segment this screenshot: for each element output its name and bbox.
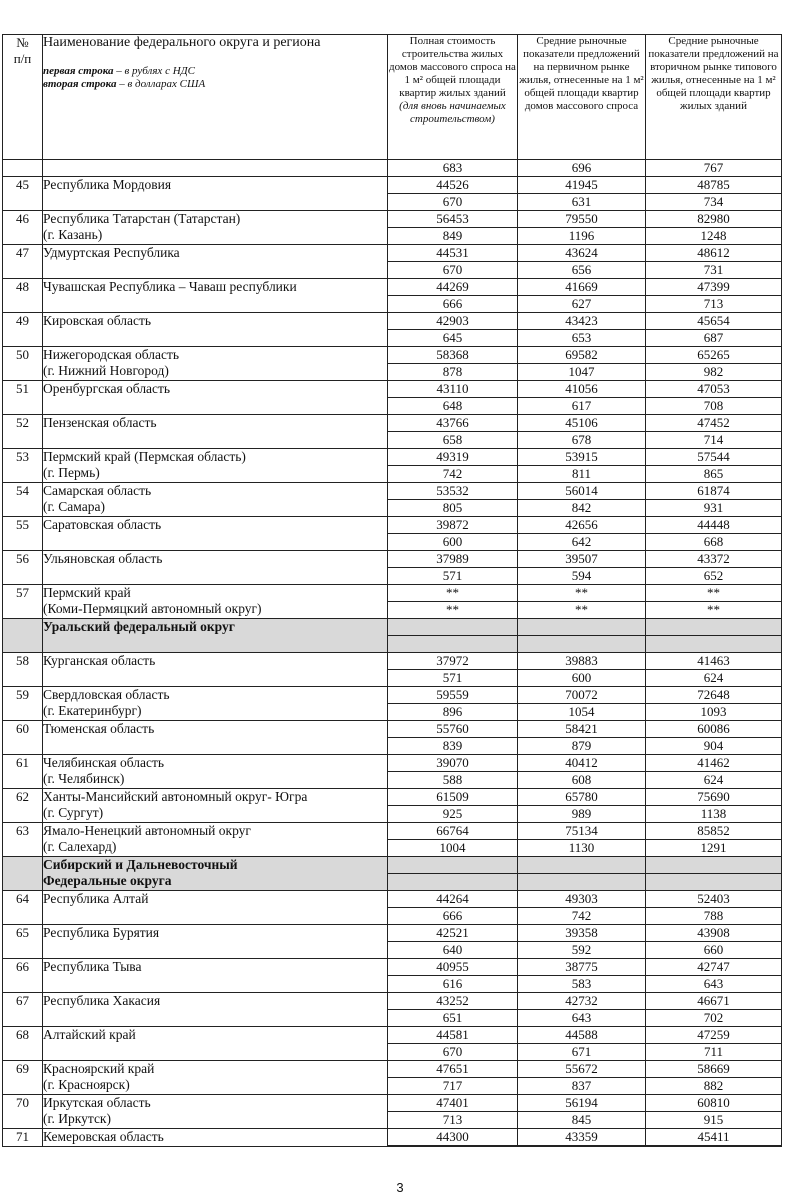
value-rub: 44526 xyxy=(388,177,517,194)
value-usd: 608 xyxy=(571,772,592,787)
value-rub: 53532 xyxy=(388,483,517,500)
value-usd: 925 xyxy=(442,806,463,821)
continuation-value: 767 xyxy=(703,160,724,175)
region-name: Ямало-Ненецкий автономный округ (г. Салехард) xyxy=(43,823,388,857)
value-rub: 48785 xyxy=(646,177,781,194)
row-number: 67 xyxy=(3,993,43,1027)
value-rub: 75134 xyxy=(518,823,645,840)
value-rub: 43252 xyxy=(388,993,517,1010)
value-rub: 43766 xyxy=(388,415,517,432)
value-usd: 1248 xyxy=(700,228,727,243)
value-usd: 648 xyxy=(442,398,463,413)
value-rub: 61509 xyxy=(388,789,517,806)
row-number: 59 xyxy=(3,687,43,721)
value-rub: 42747 xyxy=(646,959,781,976)
value-usd: ** xyxy=(446,602,459,617)
value-rub: 47452 xyxy=(646,415,781,432)
value-rub: 47259 xyxy=(646,1027,781,1044)
value-rub: 44269 xyxy=(388,279,517,296)
section-title: Сибирский и Дальневосточный Федеральные округа xyxy=(43,857,388,891)
value-usd: 600 xyxy=(571,670,592,685)
value-rub xyxy=(646,619,781,636)
value-usd: 713 xyxy=(703,296,724,311)
value-usd: 845 xyxy=(571,1112,592,1127)
value-usd: 643 xyxy=(703,976,724,991)
value-usd: ** xyxy=(707,602,720,617)
region-name: Республика Мордовия xyxy=(43,177,388,211)
value-rub: 49319 xyxy=(388,449,517,466)
row-number: 48 xyxy=(3,279,43,313)
value-usd: 670 xyxy=(442,1044,463,1059)
row-number: 51 xyxy=(3,381,43,415)
row-number: 70 xyxy=(3,1095,43,1129)
value-rub: 39070 xyxy=(388,755,517,772)
value-rub: 42521 xyxy=(388,925,517,942)
value-usd: 631 xyxy=(571,194,592,209)
region-name: Кировская область xyxy=(43,313,388,347)
table-row xyxy=(3,381,782,415)
value-rub: 55760 xyxy=(388,721,517,738)
region-name: Пермский край (Коми-Пермяцкий автономный округ) xyxy=(43,585,388,619)
value-rub: 42656 xyxy=(518,517,645,534)
value-usd: 668 xyxy=(703,534,724,549)
region-name: Ульяновская область xyxy=(43,551,388,585)
value-usd xyxy=(388,636,517,652)
value-usd: 656 xyxy=(571,262,592,277)
value-rub: 43624 xyxy=(518,245,645,262)
value-rub xyxy=(646,857,781,874)
value-usd: 616 xyxy=(442,976,463,991)
value-usd: 1004 xyxy=(439,840,466,855)
header-legend-second: вторая строка – в долларах США xyxy=(43,78,206,90)
value-rub: 39872 xyxy=(388,517,517,534)
region-name: Пермский край (Пермская область) (г. Пермь) xyxy=(43,449,388,483)
header-name xyxy=(43,35,388,160)
value-rub: 45106 xyxy=(518,415,645,432)
value-rub: 39507 xyxy=(518,551,645,568)
table-header xyxy=(3,35,782,160)
value-usd: 1138 xyxy=(700,806,727,821)
value-rub: 72648 xyxy=(646,687,781,704)
row-number: 65 xyxy=(3,925,43,959)
region-name: Кемеровская область xyxy=(43,1129,388,1147)
row-number: 46 xyxy=(3,211,43,245)
region-name: Республика Тыва xyxy=(43,959,388,993)
region-name: Самарская область (г. Самара) xyxy=(43,483,388,517)
value-rub: 41462 xyxy=(646,755,781,772)
value-usd: 571 xyxy=(442,568,463,583)
value-rub: 47401 xyxy=(388,1095,517,1112)
row-number: 57 xyxy=(3,585,43,619)
value-usd: 731 xyxy=(703,262,724,277)
value-usd: 742 xyxy=(442,466,463,481)
value-usd xyxy=(646,636,781,652)
value-rub xyxy=(518,857,645,874)
table-row xyxy=(3,823,782,857)
region-name: Нижегородская область (г. Нижний Новгород) xyxy=(43,347,388,381)
value-rub: 75690 xyxy=(646,789,781,806)
value-rub: 43110 xyxy=(388,381,517,398)
value-usd: 627 xyxy=(571,296,592,311)
value-usd: 1130 xyxy=(568,840,595,855)
value-usd: 571 xyxy=(442,670,463,685)
value-usd: 714 xyxy=(703,432,724,447)
row-number: 58 xyxy=(3,653,43,687)
table-row xyxy=(3,755,782,789)
section-row xyxy=(3,857,782,891)
value-rub: 43359 xyxy=(518,1129,645,1146)
value-usd: 670 xyxy=(442,194,463,209)
table-row xyxy=(3,483,782,517)
value-rub: 69582 xyxy=(518,347,645,364)
value-rub xyxy=(518,619,645,636)
table-row xyxy=(3,313,782,347)
value-usd: 583 xyxy=(571,976,592,991)
value-rub: 47399 xyxy=(646,279,781,296)
table-row xyxy=(3,1095,782,1129)
value-usd: 702 xyxy=(703,1010,724,1025)
value-usd: 1047 xyxy=(568,364,595,379)
table-row xyxy=(3,993,782,1027)
region-name: Ханты-Мансийский автономный округ- Югра (г. Сургут) xyxy=(43,789,388,823)
value-usd: 882 xyxy=(703,1078,724,1093)
region-name: Тюменская область xyxy=(43,721,388,755)
region-name: Республика Татарстан (Татарстан) (г. Казань) xyxy=(43,211,388,245)
value-usd: 896 xyxy=(442,704,463,719)
value-usd: 865 xyxy=(703,466,724,481)
header-name-title: Наименование федерального округа и региона xyxy=(43,35,321,50)
value-usd: 711 xyxy=(703,1044,724,1059)
value-rub: 79550 xyxy=(518,211,645,228)
row-number: 50 xyxy=(3,347,43,381)
value-rub: 45654 xyxy=(646,313,781,330)
region-name: Красноярский край (г. Красноярск) xyxy=(43,1061,388,1095)
table-row xyxy=(3,653,782,687)
value-rub: 41945 xyxy=(518,177,645,194)
value-usd: 788 xyxy=(703,908,724,923)
value-usd: 1291 xyxy=(700,840,727,855)
value-rub: 42903 xyxy=(388,313,517,330)
value-rub: 41669 xyxy=(518,279,645,296)
value-usd: 982 xyxy=(703,364,724,379)
value-rub: 82980 xyxy=(646,211,781,228)
value-usd: 670 xyxy=(442,262,463,277)
row-number xyxy=(3,857,43,891)
row-number: 55 xyxy=(3,517,43,551)
value-rub: 56453 xyxy=(388,211,517,228)
table-row xyxy=(3,585,782,619)
table-row xyxy=(3,245,782,279)
row-number: 53 xyxy=(3,449,43,483)
value-rub: 41463 xyxy=(646,653,781,670)
row-number: 52 xyxy=(3,415,43,449)
value-usd: 805 xyxy=(442,500,463,515)
value-rub: 58669 xyxy=(646,1061,781,1078)
table-row xyxy=(3,789,782,823)
value-usd: 879 xyxy=(571,738,592,753)
value-usd: 643 xyxy=(571,1010,592,1025)
value-usd: 645 xyxy=(442,330,463,345)
value-usd: 931 xyxy=(703,500,724,515)
row-number: 54 xyxy=(3,483,43,517)
header-number: № п/п xyxy=(3,35,43,160)
page-number: 3 xyxy=(396,1180,404,1195)
regions-table xyxy=(2,34,782,1147)
value-rub: 37989 xyxy=(388,551,517,568)
value-rub: 42732 xyxy=(518,993,645,1010)
section-title: Уральский федеральный округ xyxy=(43,619,388,653)
value-usd: 734 xyxy=(703,194,724,209)
value-usd xyxy=(646,874,781,890)
value-usd: 1093 xyxy=(700,704,727,719)
value-rub: 47651 xyxy=(388,1061,517,1078)
table-row xyxy=(3,211,782,245)
value-usd: 588 xyxy=(442,772,463,787)
header-primary-market: Средние рыночные показатели предложений на первичном рынке жилья, отнесенные на 1 м² общей площади квартир домов массового спроса xyxy=(518,35,646,160)
value-rub: 45411 xyxy=(646,1129,781,1146)
continuation-value: 683 xyxy=(442,160,463,175)
value-rub: 40955 xyxy=(388,959,517,976)
header-construction-cost: Полная стоимость строительства жилых домов массового спроса на 1 м² общей площади квартир жилых зданий (для вновь начинаемых строительством) xyxy=(388,35,518,160)
region-name: Республика Бурятия xyxy=(43,925,388,959)
value-usd: 742 xyxy=(571,908,592,923)
value-rub: ** xyxy=(646,585,781,602)
table-row xyxy=(3,959,782,993)
row-number: 64 xyxy=(3,891,43,925)
value-rub: 65265 xyxy=(646,347,781,364)
value-rub: 43372 xyxy=(646,551,781,568)
value-rub: 44581 xyxy=(388,1027,517,1044)
region-name: Иркутская область (г. Иркутск) xyxy=(43,1095,388,1129)
row-number xyxy=(3,619,43,653)
table-row xyxy=(3,449,782,483)
value-rub: ** xyxy=(518,585,645,602)
value-usd: 915 xyxy=(703,1112,724,1127)
value-usd: 849 xyxy=(442,228,463,243)
value-rub: 39883 xyxy=(518,653,645,670)
value-rub: 57544 xyxy=(646,449,781,466)
row-number: 69 xyxy=(3,1061,43,1095)
region-name: Алтайский край xyxy=(43,1027,388,1061)
value-usd xyxy=(518,636,645,652)
value-rub xyxy=(388,857,517,874)
row-number: 63 xyxy=(3,823,43,857)
row-number: 62 xyxy=(3,789,43,823)
value-usd: 713 xyxy=(442,1112,463,1127)
value-rub: 56014 xyxy=(518,483,645,500)
region-name: Оренбургская область xyxy=(43,381,388,415)
value-usd: 624 xyxy=(703,670,724,685)
value-usd: ** xyxy=(575,602,588,617)
value-usd: 653 xyxy=(571,330,592,345)
value-rub: 70072 xyxy=(518,687,645,704)
value-rub: 44264 xyxy=(388,891,517,908)
value-rub: 44448 xyxy=(646,517,781,534)
value-rub: 56194 xyxy=(518,1095,645,1112)
table-row xyxy=(3,925,782,959)
region-name: Пензенская область xyxy=(43,415,388,449)
value-rub: 48612 xyxy=(646,245,781,262)
value-rub: 58421 xyxy=(518,721,645,738)
value-rub: 44300 xyxy=(388,1129,517,1146)
header-secondary-market: Средние рыночные показатели предложений на вторичном рынке типового жилья, отнесенные на 1 м² общей площади квартир жилых зданий xyxy=(646,35,782,160)
value-usd: 1196 xyxy=(568,228,595,243)
value-usd: 717 xyxy=(442,1078,463,1093)
region-name: Республика Алтай xyxy=(43,891,388,925)
value-usd: 687 xyxy=(703,330,724,345)
value-usd: 652 xyxy=(703,568,724,583)
value-usd: 658 xyxy=(442,432,463,447)
row-number: 45 xyxy=(3,177,43,211)
value-rub: 49303 xyxy=(518,891,645,908)
row-number: 71 xyxy=(3,1129,43,1147)
row-number: 60 xyxy=(3,721,43,755)
value-rub: 59559 xyxy=(388,687,517,704)
row-number: 49 xyxy=(3,313,43,347)
value-rub: 37972 xyxy=(388,653,517,670)
value-rub: 43908 xyxy=(646,925,781,942)
value-rub: ** xyxy=(388,585,517,602)
value-usd: 989 xyxy=(571,806,592,821)
value-usd: 842 xyxy=(571,500,592,515)
region-name: Чувашская Республика – Чаваш республики xyxy=(43,279,388,313)
value-usd: 904 xyxy=(703,738,724,753)
value-rub: 60086 xyxy=(646,721,781,738)
value-usd: 592 xyxy=(571,942,592,957)
value-rub: 65780 xyxy=(518,789,645,806)
value-rub: 44531 xyxy=(388,245,517,262)
value-rub: 60810 xyxy=(646,1095,781,1112)
value-usd xyxy=(518,874,645,890)
value-rub: 53915 xyxy=(518,449,645,466)
table-row xyxy=(3,551,782,585)
value-usd: 708 xyxy=(703,398,724,413)
value-rub: 52403 xyxy=(646,891,781,908)
value-usd: 640 xyxy=(442,942,463,957)
row-number: 61 xyxy=(3,755,43,789)
header-construction-note: (для вновь начинаемых строительством) xyxy=(399,100,506,125)
region-name: Удмуртская Республика xyxy=(43,245,388,279)
value-rub: 44588 xyxy=(518,1027,645,1044)
value-rub: 40412 xyxy=(518,755,645,772)
value-rub xyxy=(388,619,517,636)
row-number: 47 xyxy=(3,245,43,279)
header-legend-first: первая строка – в рублях с НДС xyxy=(43,65,195,77)
continuation-value: 696 xyxy=(571,160,592,175)
region-name: Республика Хакасия xyxy=(43,993,388,1027)
table-row xyxy=(3,347,782,381)
region-name: Челябинская область (г. Челябинск) xyxy=(43,755,388,789)
table-row xyxy=(3,721,782,755)
value-usd xyxy=(388,874,517,890)
value-usd: 642 xyxy=(571,534,592,549)
value-rub: 58368 xyxy=(388,347,517,364)
value-rub: 85852 xyxy=(646,823,781,840)
value-usd: 837 xyxy=(571,1078,592,1093)
value-rub: 47053 xyxy=(646,381,781,398)
section-row xyxy=(3,619,782,653)
value-usd: 878 xyxy=(442,364,463,379)
table-row xyxy=(3,891,782,925)
continuation-row xyxy=(3,160,782,177)
table-row xyxy=(3,1061,782,1095)
value-rub: 46671 xyxy=(646,993,781,1010)
value-usd: 839 xyxy=(442,738,463,753)
value-rub: 55672 xyxy=(518,1061,645,1078)
value-usd: 666 xyxy=(442,296,463,311)
value-usd: 1054 xyxy=(568,704,595,719)
row-number: 68 xyxy=(3,1027,43,1061)
table-row xyxy=(3,1027,782,1061)
value-usd: 666 xyxy=(442,908,463,923)
table-row xyxy=(3,177,782,211)
region-name: Свердловская область (г. Екатеринбург) xyxy=(43,687,388,721)
value-usd: 617 xyxy=(571,398,592,413)
table-row xyxy=(3,279,782,313)
region-name: Саратовская область xyxy=(43,517,388,551)
value-usd: 594 xyxy=(571,568,592,583)
value-usd: 678 xyxy=(571,432,592,447)
value-usd: 811 xyxy=(571,466,592,481)
table-row xyxy=(3,517,782,551)
value-usd: 600 xyxy=(442,534,463,549)
table-row xyxy=(3,1129,782,1147)
table-row xyxy=(3,687,782,721)
value-rub: 39358 xyxy=(518,925,645,942)
table-row xyxy=(3,415,782,449)
value-usd: 660 xyxy=(703,942,724,957)
value-rub: 66764 xyxy=(388,823,517,840)
value-usd: 624 xyxy=(703,772,724,787)
region-name: Курганская область xyxy=(43,653,388,687)
row-number: 66 xyxy=(3,959,43,993)
value-rub: 38775 xyxy=(518,959,645,976)
value-rub: 41056 xyxy=(518,381,645,398)
value-usd: 671 xyxy=(571,1044,592,1059)
row-number: 56 xyxy=(3,551,43,585)
value-rub: 61874 xyxy=(646,483,781,500)
value-usd: 651 xyxy=(442,1010,463,1025)
value-rub: 43423 xyxy=(518,313,645,330)
